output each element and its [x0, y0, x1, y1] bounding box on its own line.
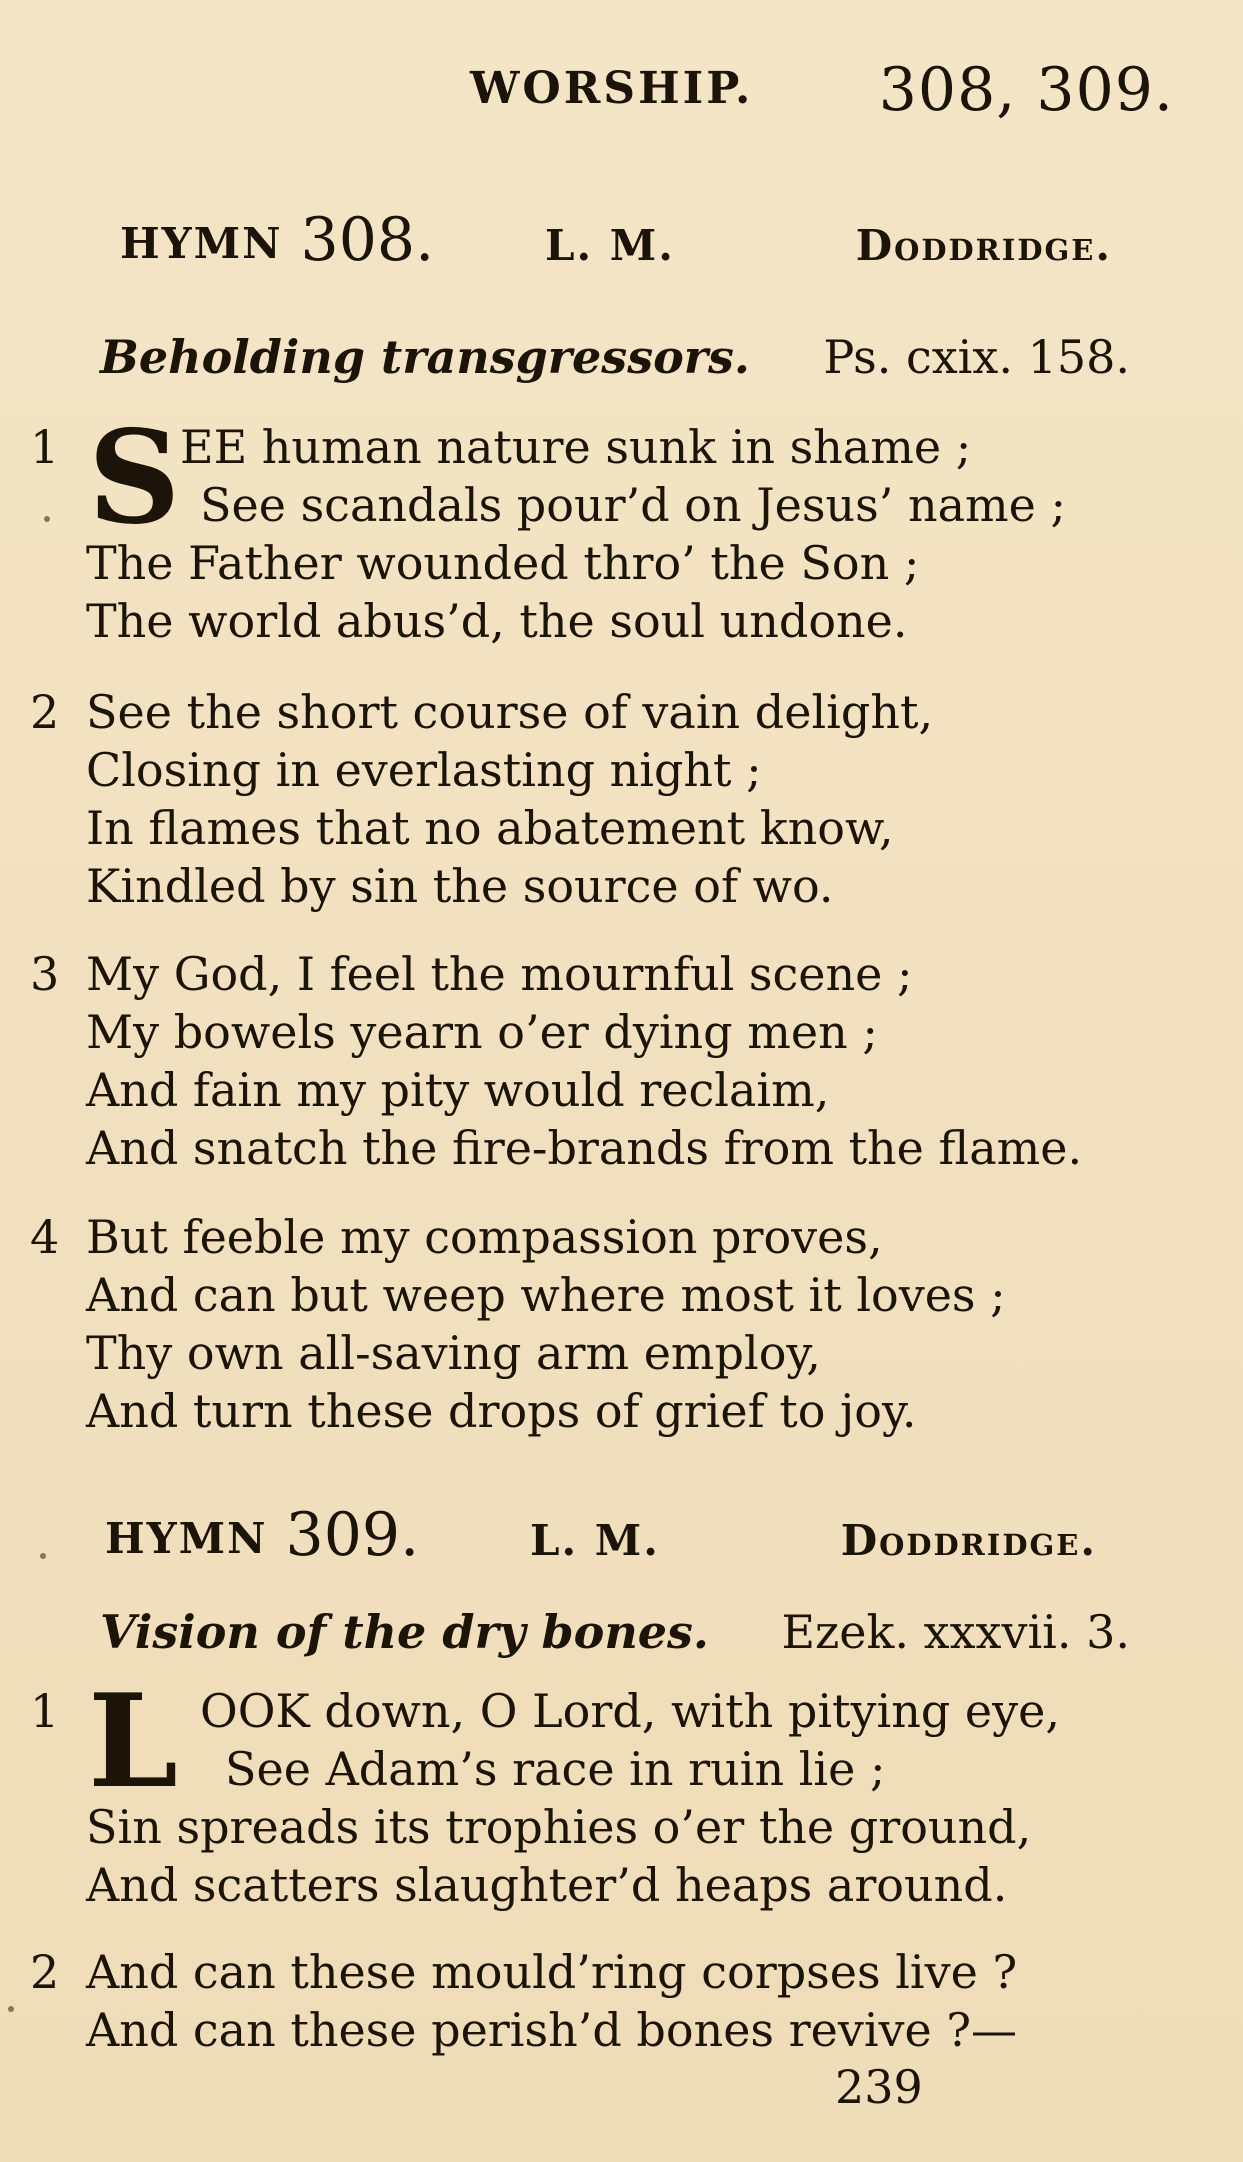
hymn-title: Beholding transgressors. — [100, 330, 750, 384]
hymn-308-stanza-4 — [30, 1210, 1210, 1442]
hymn-308-stanza-1 — [30, 403, 1210, 652]
verse-line — [30, 1384, 1210, 1442]
verse-line — [30, 1945, 1210, 2003]
verse-line — [30, 478, 1210, 536]
hymn-label: HYMN — [120, 219, 283, 268]
hymn-label: HYMN — [105, 1514, 268, 1563]
scripture-reference: Ps. cxix. 158. — [823, 330, 1130, 384]
hymn-meter: L. M. — [530, 1516, 660, 1565]
hymn-number: 308. — [300, 205, 435, 275]
page-number: 239 — [835, 2060, 923, 2114]
verse-line-text: Thy own all-saving arm employ, — [86, 1326, 821, 1380]
verse-line — [30, 536, 1210, 594]
hymn-meter: L. M. — [545, 221, 675, 270]
stanza-number: 2 — [30, 685, 60, 739]
verse-line-text: See scandals pour’d on Jesus’ name ; — [200, 478, 1066, 532]
verse-line — [30, 1742, 1210, 1800]
stanza-number: 1 — [30, 420, 60, 474]
verse-line — [30, 1005, 1210, 1063]
hymn-309-stanza-1 — [30, 1667, 1210, 1916]
drop-cap: S — [88, 403, 181, 553]
verse-line — [30, 1210, 1210, 1268]
verse-line-text: See the short course of vain delight, — [86, 685, 934, 739]
hymn-309-stanza-2 — [30, 1945, 1210, 2061]
verse-line-text: EE human nature sunk in shame ; — [180, 420, 972, 474]
hymn-308-heading — [120, 205, 1140, 275]
verse-line — [30, 1063, 1210, 1121]
verse-line — [30, 947, 1210, 1005]
verse-line-text: And can these mould’ring corpses live ? — [86, 1945, 1018, 1999]
hymn-title: Vision of the dry bones. — [100, 1605, 709, 1659]
scripture-reference: Ezek. xxxvii. 3. — [781, 1605, 1130, 1659]
verse-line-text: And can these perish’d bones revive ?— — [86, 2003, 1018, 2057]
verse-line-text: See Adam’s race in ruin lie ; — [225, 1742, 886, 1796]
verse-line — [30, 1326, 1210, 1384]
verse-line-text: And turn these drops of grief to joy. — [86, 1384, 917, 1438]
verse-line-text: The world abus’d, the soul undone. — [86, 594, 908, 648]
verse-line — [30, 1800, 1210, 1858]
hymn-author: Doddridge. — [855, 221, 1112, 270]
verse-line — [30, 743, 1210, 801]
print-speck — [8, 2006, 14, 2012]
hymn-range: 308, 309. — [878, 55, 1174, 125]
verse-line-text: And snatch the fire-brands from the flame. — [86, 1121, 1083, 1175]
verse-line-text: Closing in everlasting night ; — [86, 743, 762, 797]
print-speck — [44, 516, 50, 522]
running-header — [470, 55, 1190, 125]
drop-cap: L — [88, 1667, 178, 1817]
verse-line-text: And scatters slaughter’d heaps around. — [86, 1858, 1008, 1912]
verse-line — [30, 1268, 1210, 1326]
verse-line — [30, 685, 1210, 743]
verse-line — [30, 859, 1210, 917]
verse-line-text: OOK down, O Lord, with pitying eye, — [200, 1684, 1060, 1738]
verse-line — [30, 801, 1210, 859]
verse-line-text: My God, I feel the mournful scene ; — [86, 947, 913, 1001]
verse-line-text: In flames that no abatement know, — [86, 801, 894, 855]
hymn-308-stanza-3 — [30, 947, 1210, 1179]
hymn-308-stanza-2 — [30, 685, 1210, 917]
verse-line-text: Sin spreads its trophies o’er the ground, — [86, 1800, 1032, 1854]
verse-line — [30, 2003, 1210, 2061]
hymn-309-heading — [105, 1500, 1125, 1570]
verse-line — [30, 594, 1210, 652]
hymn-309-subtitle — [100, 1605, 1130, 1665]
stanza-number: 4 — [30, 1210, 60, 1264]
verse-line-text: My bowels yearn o’er dying men ; — [86, 1005, 878, 1059]
verse-line-text: Kindled by sin the source of wo. — [86, 859, 834, 913]
hymn-number: 309. — [285, 1500, 420, 1570]
print-speck — [40, 1553, 46, 1559]
verse-line-text: The Father wounded thro’ the Son ; — [86, 536, 920, 590]
hymn-author: Doddridge. — [840, 1516, 1097, 1565]
verse-line-text: And can but weep where most it loves ; — [86, 1268, 1006, 1322]
hymn-308-subtitle — [100, 330, 1130, 390]
stanza-number: 3 — [30, 947, 60, 1001]
verse-line-text: And fain my pity would reclaim, — [86, 1063, 830, 1117]
verse-line — [30, 1858, 1210, 1916]
stanza-number: 1 — [30, 1684, 60, 1738]
verse-line — [30, 1121, 1210, 1179]
verse-line-text: But feeble my compassion proves, — [86, 1210, 883, 1264]
section-title: WORSHIP. — [470, 63, 754, 114]
stanza-number: 2 — [30, 1945, 60, 1999]
